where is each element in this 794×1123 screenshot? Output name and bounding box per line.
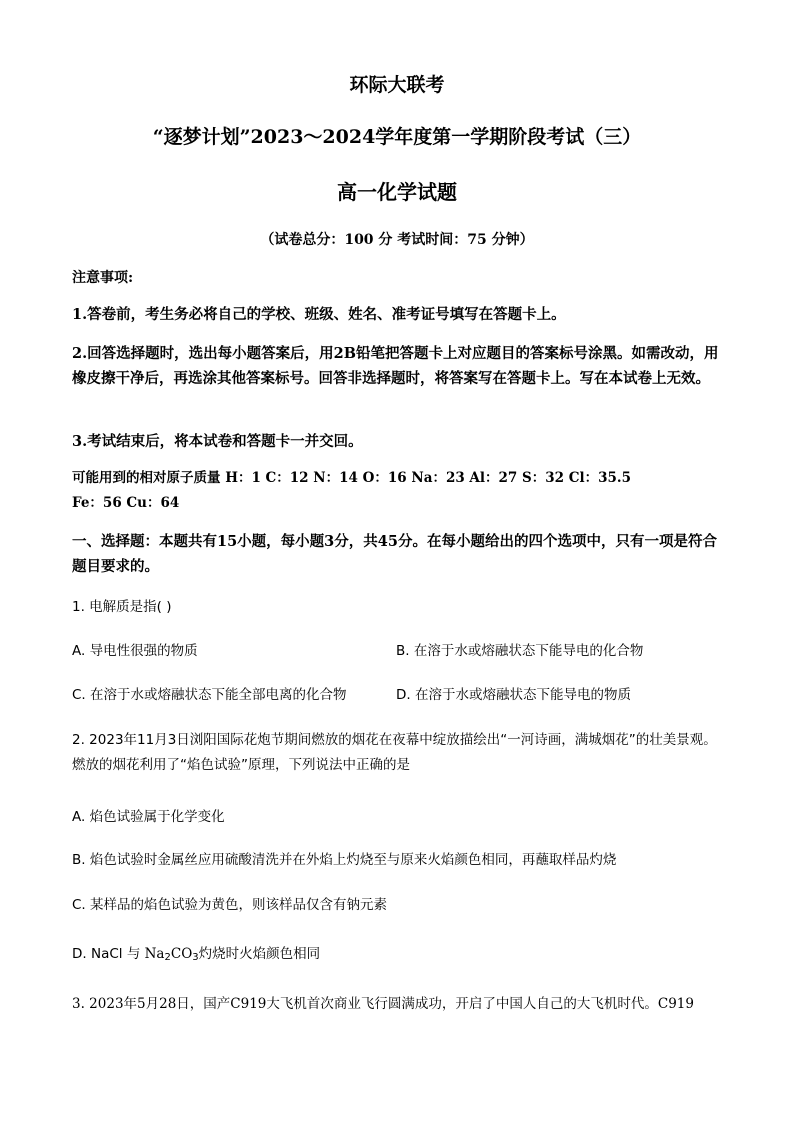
atomic-mass-line-2: Fe：56 Cu：64 [72,495,180,511]
question-1-option-c: C. 在溶于水或熔融状态下能全部电离的化合物 [72,687,347,703]
question-2-stem: 2. 2023年11月3日浏阳国际花炮节期间燃放的烟花在夜幕中绽放描绘出“一河诗画，满城烟花”的壮美景观。燃放的烟花利用了“焰色试验”原理，下列说法中正确的是 [72,732,717,773]
question-1-stem: 1. 电解质是指( ) [72,599,172,615]
notice-item-2: 2.回答选择题时，选出每小题答案后，用2B铅笔把答题卡上对应题目的答案标号涂黑。如需改动，用橡皮擦干净后，再选涂其他答案标号。回答非选择题时，将答案写在答题卡上。写在本试卷上无效。 [72,345,719,387]
notice-item-1: 1.答卷前，考生务必将自己的学校、班级、姓名、准考证号填写在答题卡上。 [72,306,566,323]
exam-title: “逐梦计划”2023～2024学年度第一学期阶段考试（三） [152,126,642,148]
notice-item-3: 3.考试结束后，将本试卷和答题卡一并交回。 [72,433,363,450]
atomic-mass-line-1: 可能用到的相对原子质量 H：1 C：12 N：14 O：16 Na：23 Al：27 S：32 Cl：35.5 [72,470,632,486]
question-2-option-b: B. 焰色试验时金属丝应用硫酸清洗并在外焰上灼烧至与原来火焰颜色相同，再蘸取样品灼烧 [72,852,617,868]
carbonate-symbol: CO [170,946,193,962]
question-3-stem: 3. 2023年5月28日，国产C919大飞机首次商业飞行圆满成功，开启了中国人自己的大飞机时代。C919 [72,996,694,1012]
subscript-3: 3 [192,952,199,963]
subscript-2: 2 [164,952,171,963]
section-heading: 一、选择题：本题共有15小题，每小题3分，共45分。在每小题给出的四个选项中，只有一项是符合题目要求的。 [72,533,717,575]
option-d-prefix: D. NaCl 与 [72,946,145,962]
question-2-option-c: C. 某样品的焰色试验为黄色，则该样品仅含有钠元素 [72,897,388,913]
question-1-option-b: B. 在溶于水或熔融状态下能导电的化合物 [396,643,644,659]
sodium-symbol: Na [144,946,165,962]
question-1-option-d: D. 在溶于水或熔融状态下能导电的物质 [396,687,631,703]
exam-org: 环际大联考 [349,74,445,96]
question-2-option-d [72,942,320,970]
question-2-option-a: A. 焰色试验属于化学变化 [72,809,225,825]
question-1-option-a: A. 导电性很强的物质 [72,643,198,659]
option-d-suffix: 灼烧时火焰颜色相同 [198,946,321,962]
notice-heading: 注意事项: [72,270,134,286]
exam-subject: 高一化学试题 [337,180,457,204]
score-info: （试卷总分：100 分 考试时间：75 分钟） [260,232,534,248]
